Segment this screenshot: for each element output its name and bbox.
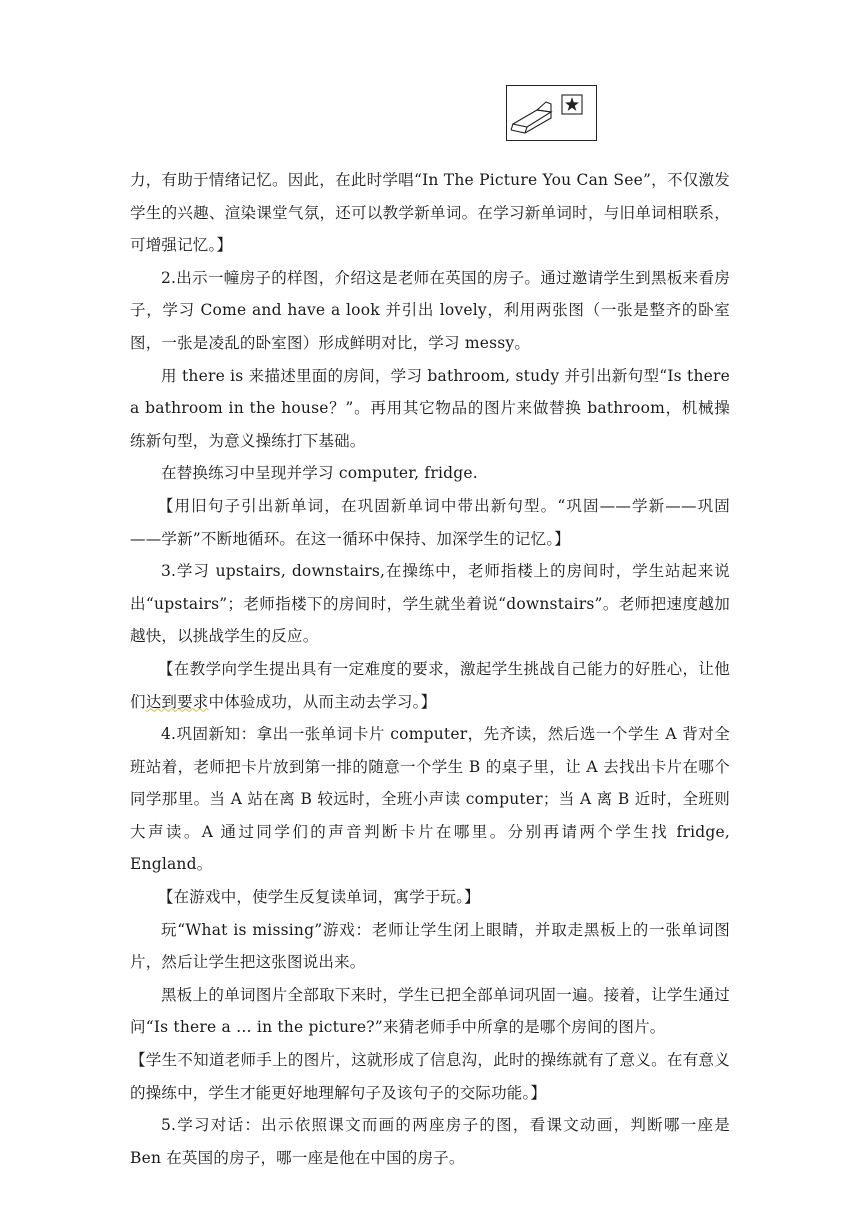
paragraph-substitution: 在替换练习中呈现并学习 computer, fridge. [161,464,478,483]
note-2-part-c: 中体验成功，从而主动去学习。】 [208,692,437,711]
paragraph-continuation: 力，有助于情绪记忆。因此，在此时学唱“In The Picture You Can See”，不仅激发学生的兴趣、渲染课堂气氛，还可以教学新单词。在学习新单词时，与旧单词相联系，可增强记忆。】 [130,171,730,255]
paragraph-there-is: 用 there is 来描述里面的房间，学习 bathroom, study 并引出新句型“Is there a bathroom in the house？”。再用其它物品的图片来做替换 bathroom，机械操练新句型，为意义操练打下基础。 [130,366,730,450]
bed-icon [511,102,551,133]
paragraph-step-4: 4.巩固新知：拿出一张单词卡片 computer，先齐读，然后选一个学生 A 背对全班站着，老师把卡片放到第一排的随意一个学生 B 的桌子里，让 A 去找出卡片在哪个同学那里。当 A 站在离 B 较远时，全班小声读 computer；当 A 离 B 近时，全班则大声读。A 通过同学们的声音判断卡片在哪里。分别再请两个学生找 fridge, England。 [130,725,730,874]
paragraph-step-3: 3.学习 upstairs, downstairs,在操练中，老师指楼上的房间时，学生站起来说出“upstairs”；老师指楼下的房间时，学生就坐着说“downstairs”。老师把速度越加越快，以挑战学生的反应。 [130,562,730,646]
paragraph-step-2: 2.出示一幢房子的样图，介绍这是老师在英国的房子。通过邀请学生到黑板来看房子，学习 Come and have a look 并引出 lovely，利用两张图（一张是整齐的卧室图，一张是凌乱的卧室图）形成鲜明对比，学习 messy。 [130,268,730,352]
paragraph-step-5: 5.学习对话：出示依照课文而画的两座房子的图，看课文动画，判断哪一座是 Ben 在英国的房子，哪一座是他在中国的房子。 [130,1116,730,1167]
note-paragraph-4: 【学生不知道老师手上的图片，这就形成了信息沟，此时的操练就有了意义。在有意义的操练中，学生才能更好地理解句子及该句子的交际功能。】 [130,1051,730,1102]
paragraph-game: 玩“What is missing”游戏：老师让学生闭上眼睛，并取走黑板上的一张单词图片，然后让学生把这张图说出来。 [130,920,730,972]
note-paragraph-3: 【在游戏中，使学生反复读单词，寓学于玩。】 [157,888,480,907]
picture-frame-icon [562,95,582,114]
room-figure [506,85,597,141]
lesson-plan-text [130,164,730,1174]
underlined-phrase: 达到要求 [145,692,209,711]
note-paragraph-2 [130,653,730,718]
note-paragraph-1: 【用旧句子引出新单词，在巩固新单词中带出新句型。“巩固——学新——巩固——学新”不断地循环。在这一循环中保持、加深学生的记忆。】 [130,496,730,548]
note-2-part-a: 【在教学向学生提出具有一定难度的要求，激起学生挑战自己能力的好胜心，让他们 [130,659,730,711]
paragraph-blackboard: 黑板上的单词图片全部取下来时，学生已把全部单词巩固一遍。接着，让学生通过问“Is there a … in the picture?”来猜老师手中所拿的是哪个房间的图片。 [130,985,730,1037]
